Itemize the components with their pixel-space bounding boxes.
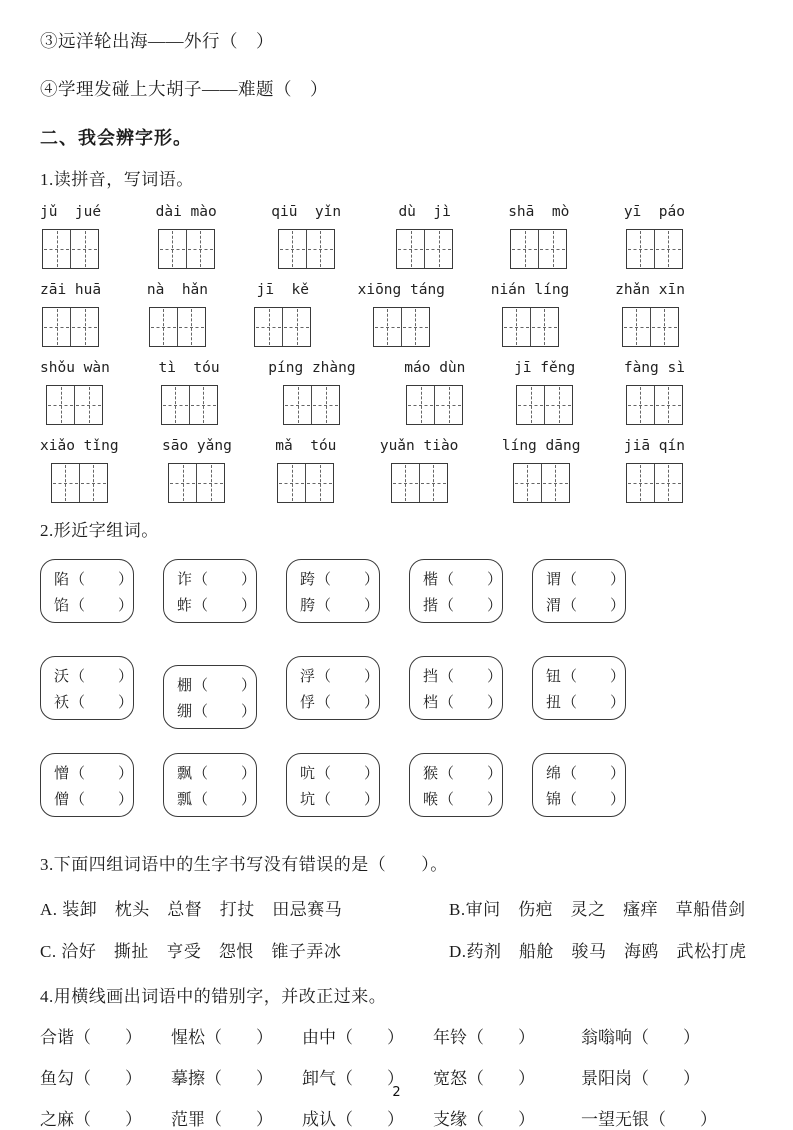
pinyin-label: xiōng táng: [357, 282, 445, 298]
pair-line: 楷（ ）: [423, 571, 504, 588]
writing-grid: [42, 307, 99, 347]
writing-grid-cell: [655, 464, 682, 502]
pinyin-label: jī kě: [256, 282, 309, 298]
writing-grid-cell: [435, 386, 462, 424]
pair-line: 沃（ ）: [54, 668, 135, 685]
writing-grid: [513, 463, 570, 503]
pinyin-word-item: [40, 360, 110, 425]
pinyin-label: zāi huā: [40, 282, 102, 298]
pair-line: 钮（ ）: [546, 668, 627, 685]
pinyin-label: máo dùn: [404, 360, 466, 376]
q3-options: [40, 895, 753, 962]
writing-grid-cell: [284, 386, 312, 424]
correction-item: 之麻（ ）: [40, 1110, 142, 1129]
writing-grid-cell: [306, 464, 333, 502]
pinyin-label: dài mào: [155, 204, 217, 220]
writing-grid-cell: [374, 308, 402, 346]
near-form-pair-box: [163, 753, 257, 817]
pinyin-label: shǒu wàn: [40, 360, 110, 376]
writing-grid-cell: [392, 464, 420, 502]
writing-grid: [51, 463, 108, 503]
pinyin-grid-row: [40, 438, 685, 503]
correction-item: 宽怒（ ）: [433, 1069, 535, 1088]
writing-grid: [254, 307, 311, 347]
writing-grid-cell: [511, 230, 539, 268]
pinyin-grid-row: [40, 204, 685, 269]
near-form-pair-box: [163, 559, 257, 623]
writing-grid-cell: [307, 230, 334, 268]
writing-grid: [277, 463, 334, 503]
pinyin-label: nà hǎn: [146, 282, 209, 298]
pinyin-word-item: [396, 204, 454, 269]
correction-item: 鱼勾（ ）: [40, 1069, 142, 1088]
q3-option-c: C. 洽好 撕扯 亨受 怨恨 锥子弄冰: [40, 942, 342, 961]
writing-grid-cell: [517, 386, 545, 424]
pair-line: 绷（ ）: [177, 703, 258, 720]
writing-grid: [622, 307, 679, 347]
writing-grid-cell: [52, 464, 80, 502]
correction-item: 支缘（ ）: [433, 1110, 535, 1129]
pinyin-word-item: [254, 282, 312, 347]
pinyin-word-item: [358, 282, 445, 347]
writing-grid-cell: [407, 386, 435, 424]
q3-option-a: A. 装卸 枕头 总督 打扙 田忌赛马: [40, 900, 343, 919]
pair-line: 跨（ ）: [300, 571, 381, 588]
writing-grid-cell: [545, 386, 572, 424]
writing-grid-cell: [47, 386, 75, 424]
near-form-pair-box: [409, 656, 503, 720]
riddle-line-4: ④学理发碰上大胡子——难题（ ）: [40, 79, 328, 99]
pinyin-label: tì tóu: [158, 360, 220, 376]
writing-grid-cell: [623, 308, 651, 346]
pinyin-label: zhǎn xīn: [615, 282, 685, 298]
writing-grid-cell: [80, 464, 107, 502]
pair-line: 渭（ ）: [546, 597, 627, 614]
pair-line: 绵（ ）: [546, 765, 627, 782]
writing-grid-cell: [283, 308, 310, 346]
pinyin-word-item: [162, 438, 232, 503]
writing-grid: [391, 463, 448, 503]
writing-grid: [283, 385, 340, 425]
pair-line: 浮（ ）: [300, 668, 381, 685]
pinyin-word-item: [380, 438, 459, 503]
writing-grid: [510, 229, 567, 269]
writing-grid-cell: [43, 230, 71, 268]
riddle-line-3: ③远洋轮出海——外行（ ）: [40, 31, 274, 51]
pair-line: 俘（ ）: [300, 694, 381, 711]
pinyin-label: jī fěng: [514, 360, 576, 376]
pinyin-label: dù jì: [398, 204, 451, 220]
pinyin-label: sāo yǎng: [162, 438, 232, 454]
writing-grid-cell: [71, 308, 98, 346]
writing-grid: [516, 385, 573, 425]
pair-line: 谓（ ）: [546, 571, 627, 588]
writing-grid-cell: [197, 464, 224, 502]
pairbox-row: [40, 656, 753, 720]
writing-grid-cell: [425, 230, 452, 268]
writing-grid-cell: [71, 230, 98, 268]
pinyin-label: píng zhàng: [268, 360, 356, 376]
near-form-pair-box: [532, 753, 626, 817]
writing-grid: [149, 307, 206, 347]
pinyin-label: nián líng: [490, 282, 570, 298]
writing-grid-cell: [627, 464, 655, 502]
near-form-pair-box: [532, 656, 626, 720]
pair-line: 锦（ ）: [546, 791, 627, 808]
pair-line: 棚（ ）: [177, 677, 258, 694]
correction-item: 合谐（ ）: [40, 1028, 142, 1047]
pair-line: 扭（ ）: [546, 694, 627, 711]
pair-line: 憎（ ）: [54, 765, 135, 782]
writing-grid-cell: [651, 308, 678, 346]
writing-grid-cell: [514, 464, 542, 502]
correction-item: 范罪（ ）: [171, 1110, 273, 1129]
pairbox-row: [40, 753, 753, 817]
writing-grid-cell: [278, 464, 306, 502]
writing-grid-cell: [75, 386, 102, 424]
pinyin-word-item: [268, 360, 355, 425]
pinyin-label: shā mò: [508, 204, 570, 220]
correction-item: 卸气（ ）: [302, 1069, 404, 1088]
pair-line: 陷（ ）: [54, 571, 135, 588]
q3-option-d: D.药剂 船舱 骏马 海鸥 武松打虎: [449, 942, 747, 961]
pair-line: 喉（ ）: [423, 791, 504, 808]
writing-grid-cell: [655, 386, 682, 424]
correction-item: 景阳岗（ ）: [581, 1069, 700, 1088]
writing-grid-cell: [279, 230, 307, 268]
writing-grid-cell: [627, 230, 655, 268]
writing-grid: [278, 229, 335, 269]
pinyin-word-item: [404, 360, 465, 425]
correction-item: 一望无银（ ）: [581, 1110, 717, 1129]
pair-line: 档（ ）: [423, 694, 504, 711]
pair-line: 馅（ ）: [54, 597, 135, 614]
pinyin-grid-row: [40, 360, 685, 425]
writing-grid-cell: [255, 308, 283, 346]
writing-grid: [626, 463, 683, 503]
near-form-pair-box: [163, 665, 257, 729]
writing-grid-cell: [190, 386, 217, 424]
near-form-pair-box: [286, 559, 380, 623]
pair-line: 揩（ ）: [423, 597, 504, 614]
pinyin-word-item: [271, 204, 341, 269]
writing-grid: [42, 229, 99, 269]
pinyin-word-item: [502, 438, 581, 503]
pair-line: 飘（ ）: [177, 765, 258, 782]
pairbox-row: [40, 559, 753, 623]
writing-grid-cell: [187, 230, 214, 268]
writing-grid-cell: [159, 230, 187, 268]
correction-item: 成认（ ）: [302, 1110, 404, 1129]
q4-title: 4.用横线画出词语中的错别字，并改正过来。: [40, 987, 387, 1006]
pinyin-word-item: [514, 360, 575, 425]
writing-grid-cell: [539, 230, 566, 268]
writing-grid: [626, 385, 683, 425]
near-form-pair-box: [40, 656, 134, 720]
pair-line: 胯（ ）: [300, 597, 381, 614]
correction-row: [40, 1023, 753, 1048]
pinyin-label: líng dāng: [501, 438, 581, 454]
near-form-pair-box: [286, 753, 380, 817]
pinyin-label: yī páo: [623, 204, 685, 220]
q1-title: 1.读拼音，写词语。: [40, 170, 194, 189]
writing-grid-cell: [397, 230, 425, 268]
pinyin-word-item: [624, 438, 685, 503]
writing-grid: [406, 385, 463, 425]
writing-grid-cell: [542, 464, 569, 502]
pinyin-word-item: [624, 204, 685, 269]
correction-item: 摹擦（ ）: [171, 1069, 273, 1088]
section-heading: 二、我会辨字形。: [40, 128, 192, 148]
pinyin-word-item: [156, 204, 217, 269]
correction-item: 由中（ ）: [302, 1028, 404, 1047]
pinyin-word-item: [615, 282, 685, 347]
pinyin-label: jiā qín: [623, 438, 685, 454]
pair-line: 瓢（ ）: [177, 791, 258, 808]
pinyin-word-item: [159, 360, 220, 425]
pinyin-word-item: [40, 204, 101, 269]
pair-line: 坑（ ）: [300, 791, 381, 808]
pair-line: 袄（ ）: [54, 694, 135, 711]
writing-grid-cell: [627, 386, 655, 424]
pinyin-word-item: [508, 204, 569, 269]
correction-item: 惺松（ ）: [171, 1028, 273, 1047]
pinyin-label: qiū yǐn: [271, 204, 342, 220]
writing-grid: [161, 385, 218, 425]
writing-grid-cell: [43, 308, 71, 346]
writing-grid-cell: [655, 230, 682, 268]
writing-grid-cell: [420, 464, 447, 502]
writing-grid-cell: [503, 308, 531, 346]
near-form-boxes-section: [40, 559, 753, 817]
near-form-pair-box: [409, 753, 503, 817]
pair-line: 诈（ ）: [177, 571, 258, 588]
q2-title: 2.形近字组词。: [40, 521, 159, 540]
writing-grid-cell: [178, 308, 205, 346]
pair-line: 挡（ ）: [423, 668, 504, 685]
pinyin-label: fàng sì: [623, 360, 685, 376]
correction-item: 年铃（ ）: [433, 1028, 535, 1047]
writing-grid-cell: [150, 308, 178, 346]
writing-grid: [502, 307, 559, 347]
writing-grid: [158, 229, 215, 269]
pinyin-word-item: [40, 438, 119, 503]
near-form-pair-box: [532, 559, 626, 623]
pinyin-word-item: [147, 282, 208, 347]
writing-grid-cell: [531, 308, 558, 346]
q3-option-b: B.审问 伤疤 灵之 瘙痒 草船借剑: [449, 900, 746, 919]
pinyin-word-item: [40, 282, 101, 347]
q3-title: 3.下面四组词语中的生字书写没有错误的是（ ）。: [40, 855, 448, 874]
near-form-pair-box: [286, 656, 380, 720]
near-form-pair-box: [40, 753, 134, 817]
writing-grid-cell: [402, 308, 429, 346]
pair-line: 吭（ ）: [300, 765, 381, 782]
near-form-pair-box: [409, 559, 503, 623]
writing-grid: [46, 385, 103, 425]
pinyin-writing-section: [40, 204, 753, 503]
correction-row: [40, 1105, 753, 1130]
pair-line: 猴（ ）: [423, 765, 504, 782]
pinyin-word-item: [491, 282, 570, 347]
pair-line: 蚱（ ）: [177, 597, 258, 614]
pinyin-word-item: [624, 360, 685, 425]
writing-grid-cell: [162, 386, 190, 424]
pinyin-label: mǎ tóu: [275, 438, 337, 454]
pinyin-grid-row: [40, 282, 685, 347]
writing-grid: [168, 463, 225, 503]
pinyin-word-item: [275, 438, 336, 503]
pinyin-label: jǔ jué: [40, 204, 102, 220]
pinyin-label: xiǎo tǐng: [40, 438, 119, 454]
pinyin-label: yuǎn tiào: [379, 438, 459, 454]
writing-grid: [396, 229, 453, 269]
writing-grid: [626, 229, 683, 269]
writing-grid: [373, 307, 430, 347]
q4-correction-section: [40, 1023, 753, 1130]
correction-item: 翁嗡响（ ）: [581, 1028, 700, 1047]
page-number: 2: [392, 1085, 401, 1100]
near-form-pair-box: [40, 559, 134, 623]
writing-grid-cell: [312, 386, 339, 424]
writing-grid-cell: [169, 464, 197, 502]
pair-line: 僧（ ）: [54, 791, 135, 808]
